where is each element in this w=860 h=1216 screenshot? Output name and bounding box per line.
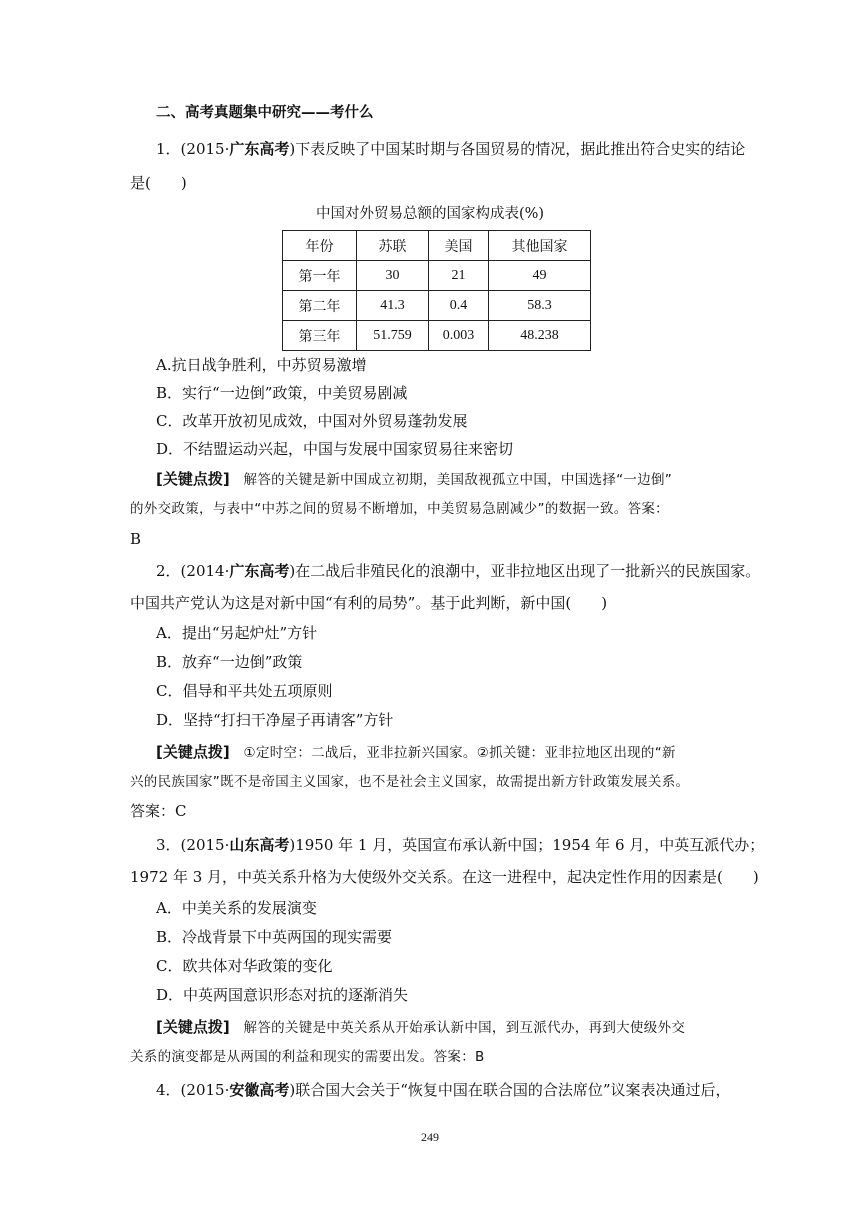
q3-source: 山东高考 — [229, 836, 290, 854]
q1-key-hint-line2: 的外交政策，与表中“中苏之间的贸易不断增加，中美贸易急剧减少”的数据一致。答案： — [130, 501, 669, 517]
trade-table — [282, 230, 591, 351]
q2-key-hint-line1: [关键点拨] ①定时空：二战后，亚非拉新兴国家。②抓关键：亚非拉地区出现的“新 — [156, 743, 676, 761]
table-cell: 58.3 — [489, 291, 591, 321]
q1-stem-line2: 是( ) — [130, 174, 187, 192]
table-cell: 41.3 — [357, 291, 429, 321]
q3-key-hint-line1: [关键点拨] 解答的关键是中英关系从开始承认新中国，到互派代办，再到大使级外交 — [156, 1018, 686, 1036]
q1-option-d: D．不结盟运动兴起，中国与发展中国家贸易往来密切 — [156, 440, 514, 458]
table-cell: 48.238 — [489, 321, 591, 351]
table-header-cell: 美国 — [429, 231, 489, 261]
q4-stem-line1: 4．(2015·安徽高考)联合国大会关于“恢复中国在联合国的合法席位”议案表决通过后， — [156, 1081, 731, 1099]
q2-option-c: C．倡导和平共处五项原则 — [156, 682, 333, 700]
section-heading: 二、高考真题集中研究——考什么 — [156, 105, 374, 121]
q2-source: 广东高考 — [229, 562, 290, 580]
table-cell: 第一年 — [283, 261, 357, 291]
table-cell: 第二年 — [283, 291, 357, 321]
table-header-cell: 苏联 — [357, 231, 429, 261]
key-hint-label: [关键点拨] — [156, 470, 230, 488]
q2-stem-line1: 2．(2014·广东高考)在二战后非殖民化的浪潮中，亚非拉地区出现了一批新兴的民族国家。 — [156, 562, 761, 580]
q3-option-a: A．中美关系的发展演变 — [156, 899, 317, 917]
q2-key-hint-line2: 兴的民族国家”既不是帝国主义国家，也不是社会主义国家，故需提出新方针政策发展关系。 — [130, 774, 690, 790]
table-header-row — [283, 231, 591, 261]
table-row — [283, 321, 591, 351]
q2-answer: 答案：C — [130, 802, 187, 820]
q1-option-c: C．改革开放初见成效，中国对外贸易蓬勃发展 — [156, 412, 468, 430]
q1-answer: B — [130, 530, 142, 548]
table-row — [283, 291, 591, 321]
q1-key-hint-line1: [关键点拨] 解答的关键是新中国成立初期，美国敌视孤立中国，中国选择“一边倒” — [156, 470, 673, 488]
page-number: 249 — [421, 1130, 439, 1144]
table-cell: 49 — [489, 261, 591, 291]
q1-option-b: B．实行“一边倒”政策，中美贸易剧减 — [156, 384, 408, 402]
q2-option-b: B．放弃“一边倒”政策 — [156, 653, 303, 671]
q1-stem-line1: 1．(2015·广东高考)下表反映了中国某时期与各国贸易的情况，据此推出符合史实的结论 — [156, 140, 746, 158]
q3-stem-line1: 3．(2015·山东高考)1950 年 1 月，英国宣布承认新中国；1954 年 6 月，中英互派代办； — [156, 836, 765, 854]
q2-option-a: A．提出“另起炉灶”方针 — [156, 624, 318, 642]
key-hint-label: [关键点拨] — [156, 1018, 230, 1036]
key-hint-label: [关键点拨] — [156, 743, 230, 761]
q4-source: 安徽高考 — [229, 1081, 290, 1099]
q3-option-b: B．冷战背景下中英两国的现实需要 — [156, 928, 393, 946]
table-caption: 中国对外贸易总额的国家构成表(%) — [315, 206, 545, 222]
q3-option-d: D．中英两国意识形态对抗的逐渐消失 — [156, 986, 409, 1004]
q1-option-a: A.抗日战争胜利，中苏贸易激增 — [156, 356, 367, 374]
q2-stem-line2: 中国共产党认为这是对新中国“有利的局势”。基于此判断，新中国( ) — [130, 594, 608, 612]
table-cell: 0.003 — [429, 321, 489, 351]
q3-stem-line2: 1972 年 3 月，中英关系升格为大使级外交关系。在这一进程中，起决定性作用的因素是( ) — [130, 868, 759, 886]
q3-key-hint-line2: 关系的演变都是从两国的利益和现实的需要出发。答案：B — [130, 1049, 485, 1065]
table-cell: 第三年 — [283, 321, 357, 351]
table-row — [283, 261, 591, 291]
table-header-cell: 其他国家 — [489, 231, 591, 261]
q3-option-c: C．欧共体对华政策的变化 — [156, 957, 333, 975]
table-cell: 21 — [429, 261, 489, 291]
q1-source: 广东高考 — [229, 140, 290, 158]
table-cell: 51.759 — [357, 321, 429, 351]
table-cell: 0.4 — [429, 291, 489, 321]
table-header-cell: 年份 — [283, 231, 357, 261]
q2-option-d: D．坚持“打扫干净屋子再请客”方针 — [156, 711, 394, 729]
table-cell: 30 — [357, 261, 429, 291]
